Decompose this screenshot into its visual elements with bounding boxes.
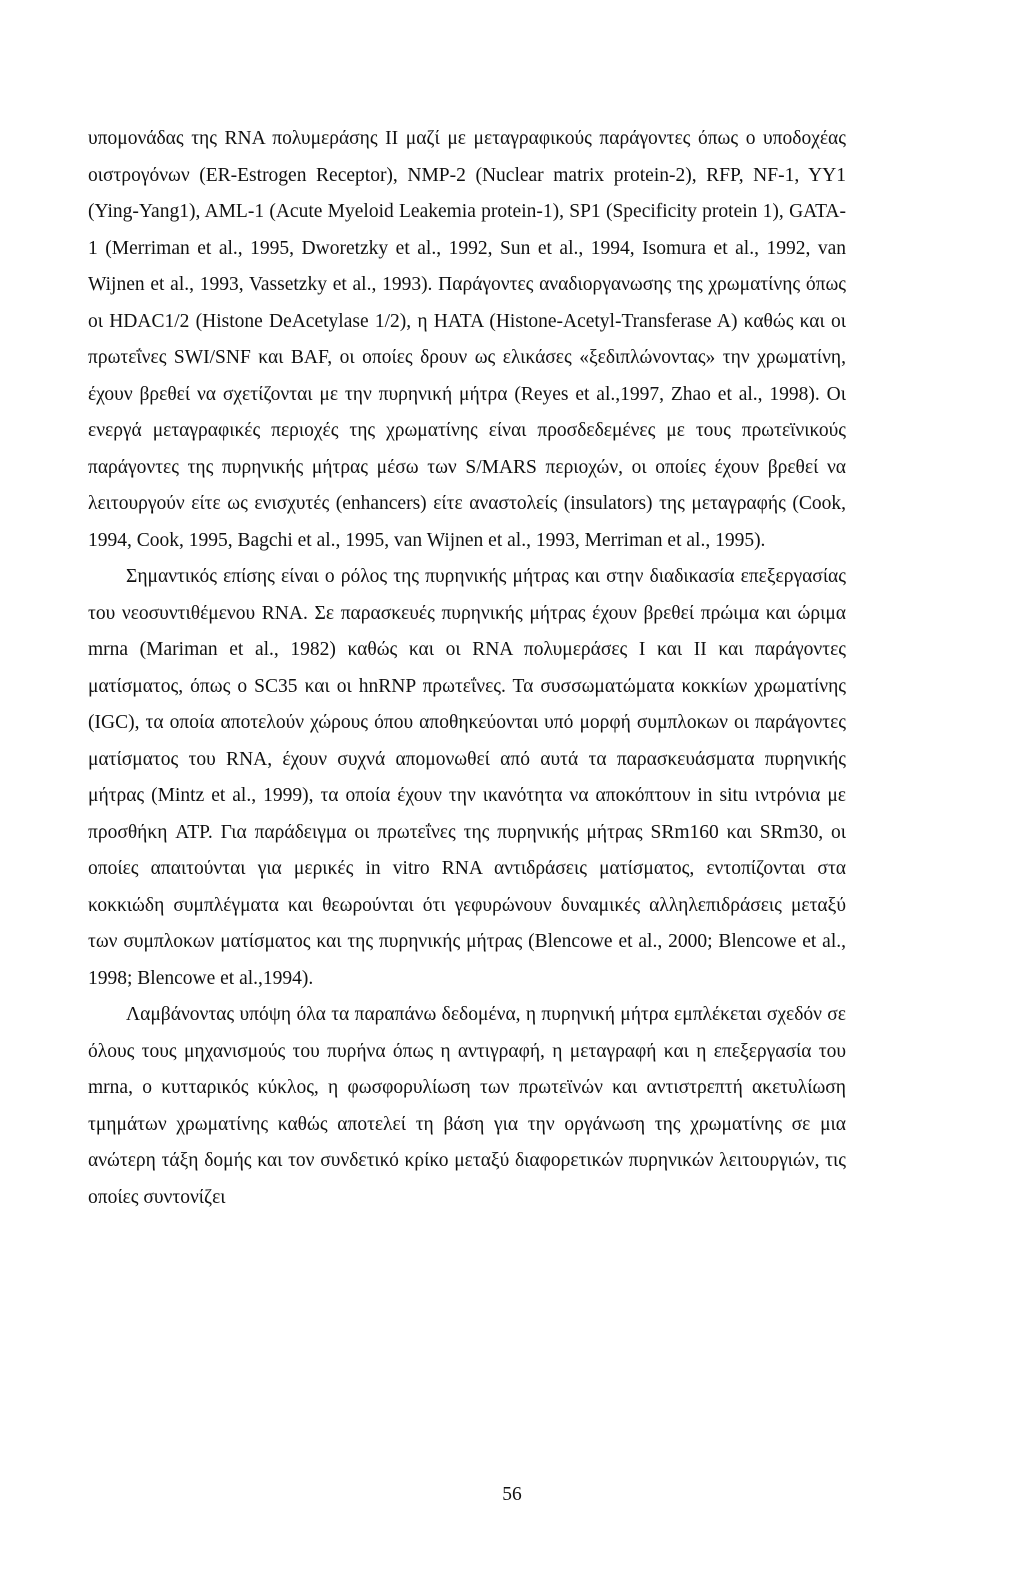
- paragraph-3: Λαμβάνοντας υπόψη όλα τα παραπάνω δεδομένα, η πυρηνική μήτρα εμπλέκεται σχεδόν σε όλους τους μηχανισμούς του πυρήνα όπως η αντιγραφή, η μεταγραφή και η επεξεργασία του mrna, ο κυτταρικός κύκλος, η φωσφορυλίωση των πρωτεϊνών και αντιστρεπτή ακετυλίωση τμημάτων χρωματίνης καθώς αποτελεί τη βάση για την οργάνωση της χρωματίνης σε μια ανώτερη τάξη δομής και τον συνδετικό κρίκο μεταξύ διαφορετικών πυρηνικών λειτουργιών, τις οποίες συντονίζει: [88, 1004, 846, 1208]
- page-number: 56: [502, 1484, 522, 1505]
- paragraph-1: υπομονάδας της RNA πολυμεράσης II μαζί με μεταγραφικούς παράγοντες όπως ο υποδοχέας οιστρογόνων (ER-Estrogen Receptor), NMP-2 (Nuclear matrix protein-2), RFP, NF-1, YY1 (Ying-Yang1), AML-1 (Acute Myeloid Leakemia protein-1), SP1 (Specificity protein 1), GATA-1 (Merriman et al., 1995, Dworetzky et al., 1992, Sun et al., 1994, Isomura et al., 1992, van Wijnen et al., 1993, Vassetzky et al., 1993). Παράγοντες αναδιοργανωσης της χρωματίνης όπως οι HDAC1/2 (Histone DeAcetylase 1/2), η HATA (Histone-Acetyl-Transferase A) καθώς και οι πρωτεΐνες SWI/SNF και BAF, οι οποίες δρουν ως ελικάσες «ξεδιπλώνοντας» την χρωματίνη, έχουν βρεθεί να σχετίζονται με την πυρηνική μήτρα (Reyes et al.,1997, Zhao et al., 1998). Οι ενεργά μεταγραφικές περιοχές της χρωματίνης είναι προσδεδεμένες με τους πρωτεϊνικούς παράγοντες της πυρηνικής μήτρας μέσω των S/MARS περιοχών, οι οποίες έχουν βρεθεί να λειτουργούν είτε ως ενισχυτές (enhancers) είτε αναστολείς (insulators) της μεταγραφής (Cook, 1994, Cook, 1995, Bagchi et al., 1995, van Wijnen et al., 1993, Merriman et al., 1995).: [88, 128, 846, 551]
- page-body: [88, 121, 846, 1216]
- paragraph-2: Σημαντικός επίσης είναι ο ρόλος της πυρηνικής μήτρας και στην διαδικασία επεξεργασίας του νεοσυντιθέμενου RNA. Σε παρασκευές πυρηνικής μήτρας έχουν βρεθεί πρώιμα και ώριμα mrna (Mariman et al., 1982) καθώς και οι RNA πολυμεράσες I και II και παράγοντες ματίσματος, όπως ο SC35 και οι hnRNP πρωτεΐνες. Τα συσσωματώματα κοκκίων χρωματίνης (IGC), τα οποία αποτελούν χώρους όπου αποθηκεύονται υπό μορφή συμπλοκων οι παράγοντες ματίσματος του RNA, έχουν συχνά απομονωθεί από αυτά τα παρασκευάσματα πυρηνικής μήτρας (Mintz et al., 1999), τα οποία έχουν την ικανότητα να αποκόπτουν in situ ιντρόνια με προσθήκη ATP. Για παράδειγμα οι πρωτεΐνες της πυρηνικής μήτρας SRm160 και SRm30, οι οποίες απαιτούνται για μερικές in vitro RNA αντιδράσεις ματίσματος, εντοπίζονται στα κοκκιώδη συμπλέγματα και θεωρούνται ότι γεφυρώνουν δυναμικές αλληλεπιδράσεις μεταξύ των συμπλοκων ματίσματος και της πυρηνικής μήτρας (Blencowe et al., 2000; Blencowe et al., 1998; Blencowe et al.,1994).: [88, 566, 846, 989]
